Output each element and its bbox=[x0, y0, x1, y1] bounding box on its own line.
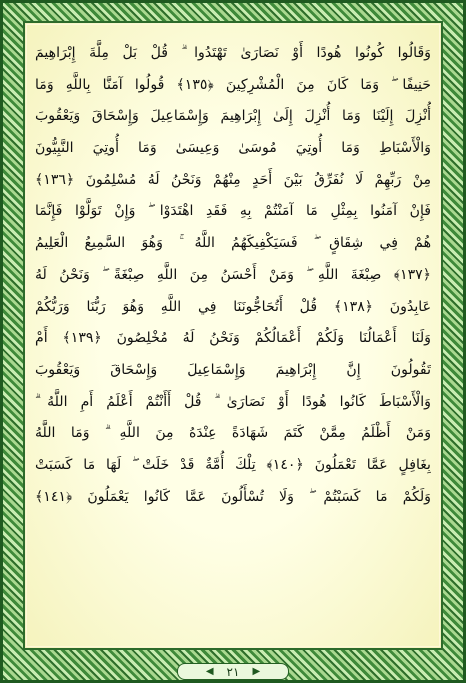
verse-line-11: تَقُولُونَ إِنَّ إِبْرَاهِيمَ وَإِسْمَاعِيلَ وَإِسْحَاقَ وَيَعْقُوبَ bbox=[35, 361, 431, 378]
verse-line-5: مِنْ رَبِّهِمْ لَا نُفَرِّقُ بَيْنَ أَحَدٍ مِنْهُمْ وَنَحْنُ لَهُ مُسْلِمُونَ ﴿١٣٦﴾ bbox=[35, 171, 431, 188]
verse-line-10: وَلَنَا أَعْمَالُنَا وَلَكُمْ أَعْمَالُكُمْ وَنَحْنُ لَهُ مُخْلِصُونَ ﴿١٣٩﴾ أَمْ bbox=[35, 330, 431, 347]
verse-line-1: وَقَالُوا كُونُوا هُودًا أَوْ نَصَارَىٰ تَهْتَدُوا ۗ قُلْ بَلْ مِلَّةَ إِبْرَاهِيمَ bbox=[35, 45, 431, 61]
verse-line-4: وَالْأَسْبَاطِ وَمَا أُوتِيَ مُوسَىٰ وَعِيسَىٰ وَمَا أُوتِيَ النَّبِيُّونَ bbox=[35, 140, 431, 157]
verse-line-15: وَلَكُمْ مَا كَسَبْتُمْ ۖ وَلَا تُسْأَلُونَ عَمَّا كَانُوا يَعْمَلُونَ ﴿١٤١﴾ bbox=[35, 488, 431, 505]
page-number: ٢١ bbox=[226, 664, 240, 679]
text-panel bbox=[23, 21, 443, 650]
verse-line-6: فَإِنْ آمَنُوا بِمِثْلِ مَا آمَنْتُمْ بِهِ فَقَدِ اهْتَدَوْا ۖ وَإِنْ تَوَلَّوْا فَإِنَّمَا bbox=[35, 203, 431, 220]
verse-line-8: ﴿١٣٧﴾ صِبْغَةَ اللَّهِ ۖ وَمَنْ أَحْسَنُ مِنَ اللَّهِ صِبْغَةً ۖ وَنَحْنُ لَهُ bbox=[35, 266, 431, 283]
page-number-bar bbox=[177, 663, 289, 680]
verse-line-9: عَابِدُونَ ﴿١٣٨﴾ قُلْ أَتُحَاجُّونَنَا فِي اللَّهِ وَهُوَ رَبُّنَا وَرَبُّكُمْ bbox=[35, 298, 431, 315]
verse-line-13: وَمَنْ أَظْلَمُ مِمَّنْ كَتَمَ شَهَادَةً عِنْدَهُ مِنَ اللَّهِ ۗ وَمَا اللَّهُ bbox=[35, 425, 431, 442]
verse-line-2: حَنِيفًا ۖ وَمَا كَانَ مِنَ الْمُشْرِكِينَ ﴿١٣٥﴾ قُولُوا آمَنَّا بِاللَّهِ وَمَا bbox=[35, 76, 431, 93]
next-page-arrow-icon[interactable]: ▶ bbox=[252, 666, 261, 677]
previous-page-arrow-icon[interactable]: ◀ bbox=[205, 666, 214, 677]
verse-line-14: بِغَافِلٍ عَمَّا تَعْمَلُونَ ﴿١٤٠﴾ تِلْكَ أُمَّةٌ قَدْ خَلَتْ ۖ لَهَا مَا كَسَبَتْ bbox=[35, 456, 431, 473]
verse-line-12: وَالْأَسْبَاطَ كَانُوا هُودًا أَوْ نَصَارَىٰ ۗ قُلْ أَأَنْتُمْ أَعْلَمُ أَمِ اللَّهُ ۗ bbox=[35, 393, 431, 410]
verse-line-7: هُمْ فِي شِقَاقٍ ۖ فَسَيَكْفِيكَهُمُ اللَّهُ ۚ وَهُوَ السَّمِيعُ الْعَلِيمُ bbox=[35, 235, 431, 252]
verse-lines bbox=[35, 38, 431, 513]
verse-line-3: أُنْزِلَ إِلَيْنَا وَمَا أُنْزِلَ إِلَىٰ إِبْرَاهِيمَ وَإِسْمَاعِيلَ وَإِسْحَاقَ وَيَعْقُوبَ bbox=[35, 108, 431, 125]
